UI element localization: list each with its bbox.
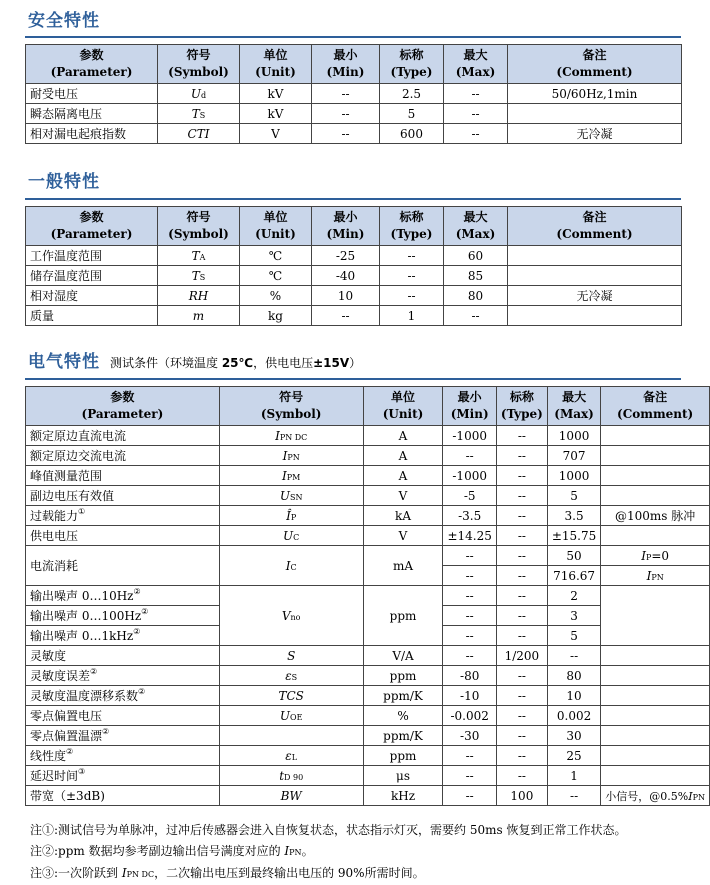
- table-row: 零点偏置温漂② ppm/K -30 -- 30: [26, 726, 710, 746]
- section-rule-electrical: [25, 378, 681, 380]
- footnote-1: 注①:测试信号为单脉冲，过冲后传感器会进入自恢复状态，状态指示灯灭，需要约 50ms 恢复到正常工作状态。: [30, 823, 627, 837]
- table-row: 额定原边直流电流 IPN DC A -1000 -- 1000: [26, 426, 710, 446]
- table-row: 输出噪声 0…1kHz② -- -- 5: [26, 626, 710, 646]
- table-row: 额定原边交流电流 IPN A -- -- 707: [26, 446, 710, 466]
- table-row: 工作温度范围 TA ℃ -25 -- 60: [26, 246, 682, 266]
- table-row: 输出噪声 0…100Hz② -- -- 3: [26, 606, 710, 626]
- table-row: 线性度② εL ppm -- -- 25: [26, 746, 710, 766]
- table-row: 零点偏置电压 UOE % -0.002 -- 0.002: [26, 706, 710, 726]
- section-rule-safety: [25, 36, 681, 38]
- table-row: 相对湿度 RH % 10 -- 80 无冷凝: [26, 286, 682, 306]
- table-row: 灵敏度温度漂移系数② TCS ppm/K -10 -- 10: [26, 686, 710, 706]
- footnotes: [30, 820, 626, 885]
- table-row: 灵敏度误差② εS ppm -80 -- 80: [26, 666, 710, 686]
- table-row: -- -- 716.67 IPN: [26, 566, 710, 586]
- header-comment: 备注 (Comment): [508, 45, 682, 84]
- header-param: 参数 (Parameter): [26, 45, 158, 84]
- table-header: [26, 45, 682, 84]
- table-row: 灵敏度 S V/A -- 1/200 --: [26, 646, 710, 666]
- table-row: 副边电压有效值 USN V -5 -- 5: [26, 486, 710, 506]
- footnote-2: 注②:ppm 数据均参考副边输出信号满度对应的 IPN。: [30, 844, 314, 858]
- table-row: 过载能力① ÎP kA -3.5 -- 3.5 @100ms 脉冲: [26, 506, 710, 526]
- table-row: 电流消耗 IC mA -- -- 50 IP=0: [26, 546, 710, 566]
- header-symbol: 符号 (Symbol): [158, 45, 240, 84]
- section-rule-general: [25, 198, 681, 200]
- safety-table: [25, 44, 682, 144]
- electrical-table: [25, 386, 710, 806]
- footnote-3: 注③:一次阶跃到 IPN DC，二次输出电压到最终输出电压的 90%所需时间。: [30, 866, 425, 880]
- table-row: 质量 m kg -- 1 --: [26, 306, 682, 326]
- table-header: 参数 (Parameter) 符号 (Symbol) 单位 (Unit) 最小 (Min) 标称 (Type) 最大 (Max) 备注 (Comment): [26, 387, 710, 426]
- section-title-electrical: 电气特性 测试条件（环境温度 25℃，供电电压±15V）: [28, 352, 362, 372]
- header-unit: 单位 (Unit): [240, 45, 312, 84]
- header-max: 最大 (Max): [444, 45, 508, 84]
- section-title-safety: 安全特性: [28, 11, 100, 31]
- header-min: 最小 (Min): [312, 45, 380, 84]
- table-row: 输出噪声 0…10Hz② Vno ppm -- -- 2: [26, 586, 710, 606]
- table-row: 带宽（±3dB) BW kHz -- 100 -- 小信号，@0.5%IPN: [26, 786, 710, 806]
- general-table: [25, 206, 682, 326]
- table-row: 供电电压 UC V ±14.25 -- ±15.75: [26, 526, 710, 546]
- table-row: 峰值测量范围 IPM A -1000 -- 1000: [26, 466, 710, 486]
- table-row: 耐受电压 Ud kV -- 2.5 -- 50/60Hz,1min: [26, 84, 682, 104]
- section-title-general: 一般特性: [28, 172, 100, 192]
- table-row: 瞬态隔离电压 TS kV -- 5 --: [26, 104, 682, 124]
- header-type: 标称 (Type): [380, 45, 444, 84]
- table-row: 延迟时间③ tD 90 μs -- -- 1: [26, 766, 710, 786]
- test-conditions: 测试条件（环境温度 25℃，供电电压±15V）: [110, 356, 362, 370]
- table-header: 参数 (Parameter) 符号 (Symbol) 单位 (Unit) 最小 (Min) 标称 (Type) 最大 (Max) 备注 (Comment): [26, 207, 682, 246]
- table-row: 相对漏电起痕指数 CTI V -- 600 -- 无冷凝: [26, 124, 682, 144]
- table-row: 储存温度范围 TS ℃ -40 -- 85: [26, 266, 682, 286]
